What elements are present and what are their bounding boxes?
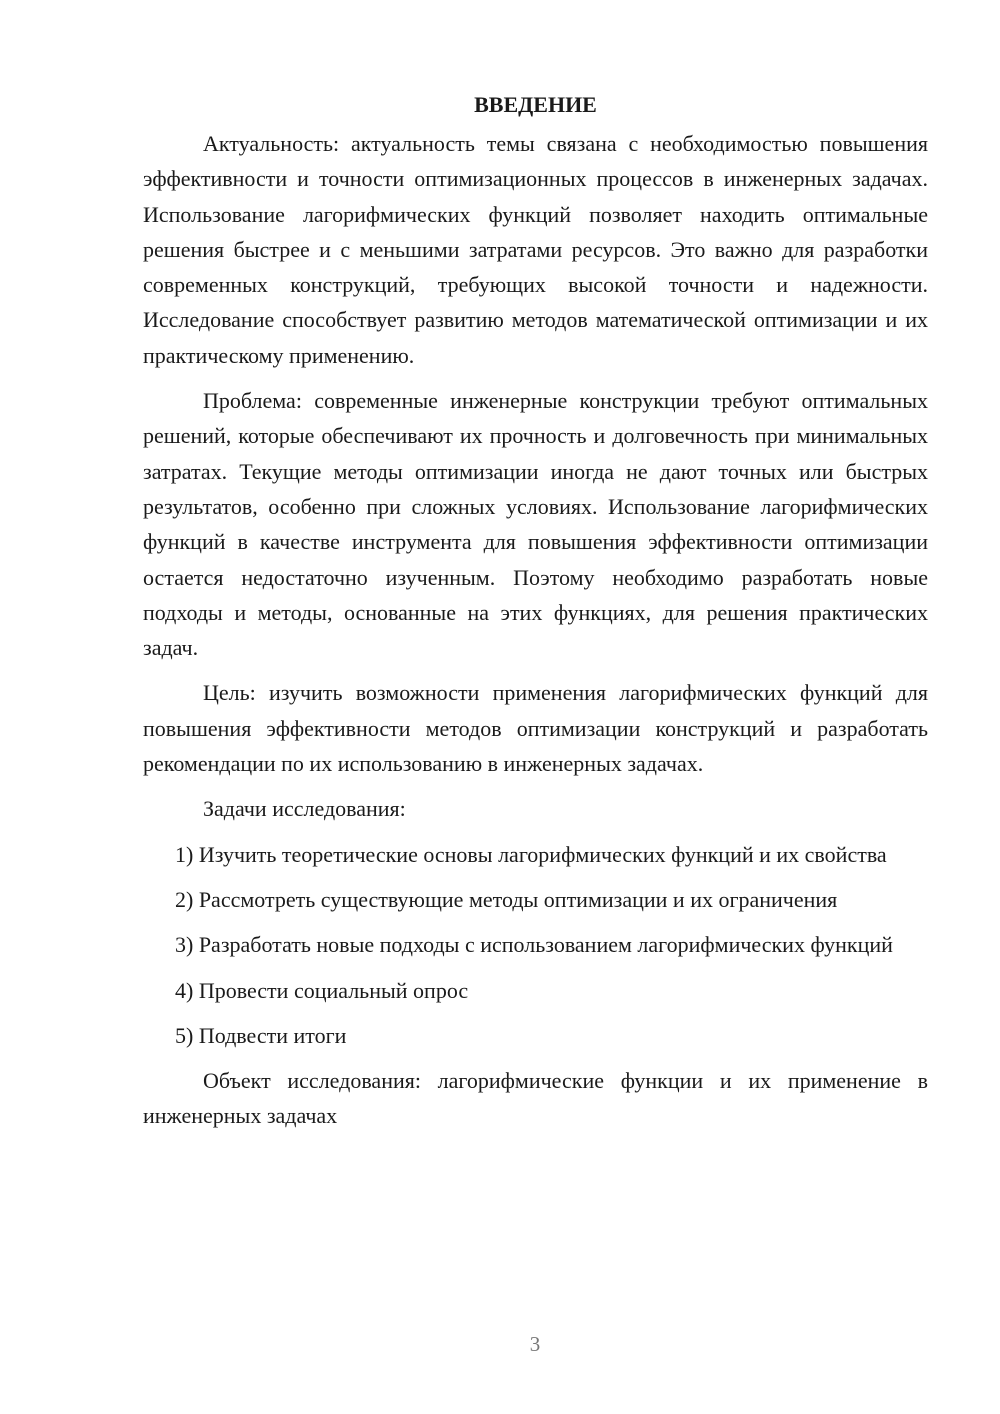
page-number: 3: [529, 1332, 541, 1356]
task-item: 3) Разработать новые подходы с использованием лагорифмических функций: [175, 932, 893, 958]
task-item: 2) Рассмотреть существующие методы оптимизации и их ограничения: [175, 886, 838, 912]
page-heading: ВВЕДЕНИЕ: [474, 92, 597, 117]
task-item: 1) Изучить теоретические основы лагорифмических функций и их свойства: [175, 841, 887, 867]
task-item: 4) Провести социальный опрос: [175, 977, 469, 1003]
goal-paragraph: Цель: изучить возможности применения лагорифмических функций для повышения эффективности методов оптимизации конструкций и разработать рекомендации по их использованию в инженерных задачах.: [143, 680, 928, 777]
document-page: [143, 90, 928, 1144]
task-item: 5) Подвести итоги: [175, 1022, 347, 1048]
object-paragraph: Объект исследования: лагорифмические функции и их применение в инженерных задачах: [143, 1068, 928, 1129]
relevance-paragraph: Актуальность: актуальность темы связана с необходимостью повышения эффективности и точности оптимизационных процессов в инженерных задачах. Использование лагорифмических функций позволяет находить оптимальные решения быстрее и с меньшими затратами ресурсов. Это важно для разработки современных конструкций, требующих высокой точности и надежности. Исследование способствует развитию методов математической оптимизации и их практическому применению.: [143, 131, 928, 368]
problem-paragraph: Проблема: современные инженерные конструкции требуют оптимальных решений, которые обеспечивают их прочность и долговечность при минимальных затратах. Текущие методы оптимизации иногда не дают точных или быстрых результатов, особенно при сложных условиях. Использование лагорифмических функций в качестве инструмента для повышения эффективности оптимизации остается недостаточно изученным. Поэтому необходимо разработать новые подходы и методы, основанные на этих функциях, для решения практических задач.: [143, 388, 928, 661]
tasks-heading: Задачи исследования:: [203, 796, 406, 822]
